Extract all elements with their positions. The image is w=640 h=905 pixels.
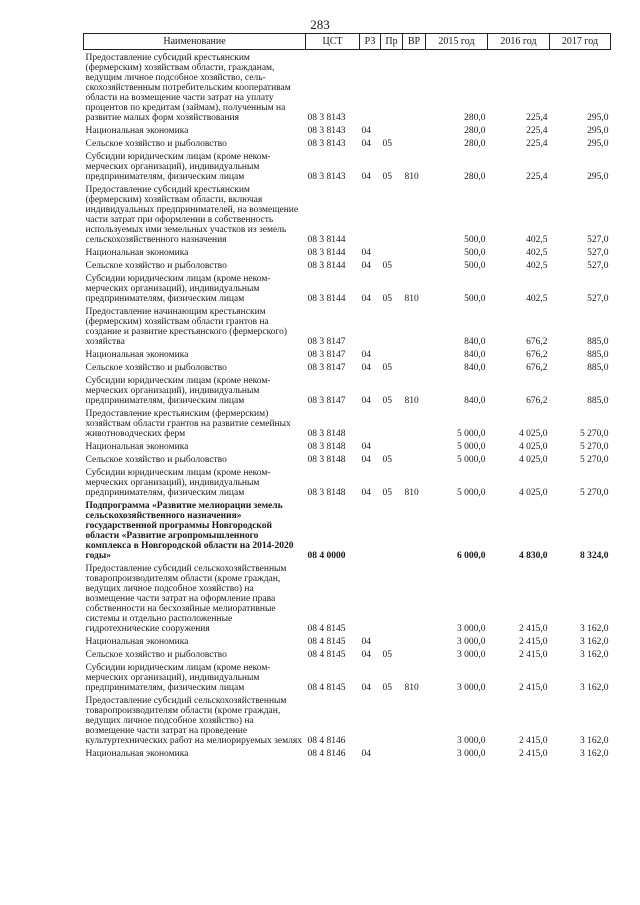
header-vr: ВР bbox=[403, 34, 426, 50]
table-row bbox=[84, 245, 611, 258]
row-name: Сельское хозяйство и рыболовство bbox=[85, 261, 227, 271]
row-rz bbox=[360, 50, 381, 124]
header-pr: Пр bbox=[381, 34, 403, 50]
row-value-2015: 280,0 bbox=[464, 126, 486, 136]
row-value-2015: 840,0 bbox=[464, 396, 486, 406]
row-value-2016: 402,5 bbox=[526, 248, 548, 258]
table-row bbox=[84, 634, 611, 647]
row-value-2016: 676,2 bbox=[526, 363, 548, 373]
row-rz bbox=[360, 498, 381, 561]
row-cst: 08 3 8147 bbox=[307, 363, 346, 373]
row-rz: 04 bbox=[361, 749, 371, 759]
row-value-2017: 527,0 bbox=[587, 261, 609, 271]
row-vr bbox=[403, 439, 426, 452]
row-cst: 08 3 8143 bbox=[307, 172, 346, 182]
row-value-2017: 3 162,0 bbox=[580, 650, 609, 660]
row-value-2017: 885,0 bbox=[587, 337, 609, 347]
row-value-2017: 5 270,0 bbox=[580, 429, 609, 439]
row-value-2017: 8 324,0 bbox=[580, 551, 609, 561]
row-cst: 08 3 8144 bbox=[307, 235, 346, 245]
row-name: Субсидии юридическим лицам (кроме некоммерческих организаций), индивидуальным предпринимателям, физическим лицам bbox=[85, 468, 271, 498]
row-value-2016: 225,4 bbox=[526, 126, 548, 136]
row-rz: 04 bbox=[361, 248, 371, 258]
row-value-2017: 885,0 bbox=[587, 396, 609, 406]
row-value-2015: 840,0 bbox=[464, 363, 486, 373]
row-name: Национальная экономика bbox=[85, 350, 189, 360]
row-pr: 05 bbox=[382, 683, 392, 693]
row-value-2016: 2 415,0 bbox=[519, 736, 548, 746]
row-rz bbox=[360, 304, 381, 347]
page-number: 283 bbox=[310, 17, 330, 32]
row-value-2016: 2 415,0 bbox=[519, 624, 548, 634]
row-cst: 08 4 8146 bbox=[307, 749, 346, 759]
row-rz: 04 bbox=[361, 294, 371, 304]
table-row bbox=[84, 50, 611, 124]
table-header-row bbox=[84, 34, 611, 50]
row-value-2016: 2 415,0 bbox=[519, 637, 548, 647]
row-rz: 04 bbox=[361, 350, 371, 360]
table-row bbox=[84, 439, 611, 452]
row-pr bbox=[381, 406, 403, 439]
header-2017: 2017 год bbox=[550, 34, 611, 50]
row-value-2016: 4 025,0 bbox=[519, 455, 548, 465]
row-rz: 04 bbox=[361, 396, 371, 406]
row-rz bbox=[360, 182, 381, 245]
row-vr bbox=[403, 360, 426, 373]
row-value-2017: 527,0 bbox=[587, 248, 609, 258]
row-name: Предоставление субсидий крестьянским (фермерским) хозяйствам области, включая индивидуальных предпринимателей, на возмещение части затрат при оформлении в собственность используемых ими земельных участков из земель сельскохозяйственного назначения bbox=[85, 185, 299, 245]
row-name: Национальная экономика bbox=[85, 637, 189, 647]
row-value-2015: 500,0 bbox=[464, 261, 486, 271]
row-cst: 08 3 8148 bbox=[307, 429, 346, 439]
header-cst: ЦСТ bbox=[306, 34, 360, 50]
row-value-2015: 6 000,0 bbox=[457, 551, 486, 561]
table-row bbox=[84, 498, 611, 561]
header-name: Наименование bbox=[84, 34, 306, 50]
row-pr bbox=[381, 746, 403, 759]
row-cst: 08 4 8145 bbox=[307, 637, 346, 647]
row-vr bbox=[403, 452, 426, 465]
row-rz: 04 bbox=[361, 261, 371, 271]
row-value-2015: 840,0 bbox=[464, 350, 486, 360]
row-value-2015: 500,0 bbox=[464, 235, 486, 245]
row-vr bbox=[403, 498, 426, 561]
row-pr: 05 bbox=[382, 261, 392, 271]
row-value-2017: 295,0 bbox=[587, 126, 609, 136]
row-name: Предоставление субсидий сельскохозяйственным товаропроизводителям области (кроме граждан, ведущих личное подсобное хозяйство) на возмещение части затрат на оформление права собственности на бесхозяйные мелиоративные системы и отдельно расположенные гидротехнические сооружения bbox=[85, 564, 287, 634]
row-pr bbox=[381, 498, 403, 561]
row-vr: 810 bbox=[404, 683, 419, 693]
row-value-2016: 676,2 bbox=[526, 396, 548, 406]
row-value-2015: 5 000,0 bbox=[457, 442, 486, 452]
row-name: Национальная экономика bbox=[85, 749, 189, 759]
row-cst: 08 3 8143 bbox=[307, 139, 346, 149]
header-2016: 2016 год bbox=[488, 34, 550, 50]
row-cst: 08 3 8147 bbox=[307, 350, 346, 360]
row-value-2017: 885,0 bbox=[587, 350, 609, 360]
row-vr bbox=[403, 347, 426, 360]
row-rz: 04 bbox=[361, 442, 371, 452]
row-value-2015: 3 000,0 bbox=[457, 650, 486, 660]
row-value-2016: 2 415,0 bbox=[519, 683, 548, 693]
row-name: Предоставление субсидий крестьянским (фермерским) хозяйствам области, гражданам, ведущим личное подсобное хозяйство, сельскохозяйственным потребительским кооперативам области на возмещение части затрат на уплату процентов по кредитам (займам), полученным на развитие малых форм хозяйствования bbox=[85, 53, 291, 123]
row-pr: 05 bbox=[382, 294, 392, 304]
table-row bbox=[84, 647, 611, 660]
row-value-2017: 527,0 bbox=[587, 294, 609, 304]
table-row bbox=[84, 452, 611, 465]
budget-table bbox=[83, 33, 611, 759]
row-cst: 08 4 8145 bbox=[307, 683, 346, 693]
row-cst: 08 3 8148 bbox=[307, 455, 346, 465]
table-row bbox=[84, 746, 611, 759]
row-cst: 08 3 8144 bbox=[307, 248, 346, 258]
row-pr: 05 bbox=[382, 363, 392, 373]
table-row bbox=[84, 465, 611, 498]
row-name: Субсидии юридическим лицам (кроме некоммерческих организаций), индивидуальным предпринимателям, физическим лицам bbox=[85, 376, 271, 406]
row-value-2015: 500,0 bbox=[464, 294, 486, 304]
table-row bbox=[84, 304, 611, 347]
row-vr bbox=[403, 634, 426, 647]
row-pr: 05 bbox=[382, 455, 392, 465]
row-rz: 04 bbox=[361, 172, 371, 182]
row-cst: 08 3 8147 bbox=[307, 396, 346, 406]
row-rz: 04 bbox=[361, 488, 371, 498]
row-vr: 810 bbox=[404, 172, 419, 182]
row-cst: 08 3 8143 bbox=[307, 126, 346, 136]
row-value-2016: 225,4 bbox=[526, 113, 548, 123]
row-value-2017: 295,0 bbox=[587, 113, 609, 123]
table-row bbox=[84, 136, 611, 149]
row-value-2016: 2 415,0 bbox=[519, 749, 548, 759]
row-value-2016: 225,4 bbox=[526, 172, 548, 182]
table-row bbox=[84, 347, 611, 360]
row-name: Субсидии юридическим лицам (кроме некоммерческих организаций), индивидуальным предпринимателям, физическим лицам bbox=[85, 152, 271, 182]
row-cst: 08 3 8148 bbox=[307, 442, 346, 452]
row-value-2015: 5 000,0 bbox=[457, 488, 486, 498]
row-pr bbox=[381, 561, 403, 634]
table-row bbox=[84, 123, 611, 136]
row-value-2017: 3 162,0 bbox=[580, 683, 609, 693]
row-value-2017: 3 162,0 bbox=[580, 637, 609, 647]
row-value-2015: 5 000,0 bbox=[457, 455, 486, 465]
row-vr bbox=[403, 561, 426, 634]
row-vr bbox=[403, 258, 426, 271]
table-row bbox=[84, 271, 611, 304]
row-vr bbox=[403, 647, 426, 660]
row-value-2016: 676,2 bbox=[526, 350, 548, 360]
row-rz: 04 bbox=[361, 683, 371, 693]
row-value-2015: 3 000,0 bbox=[457, 749, 486, 759]
row-rz: 04 bbox=[361, 455, 371, 465]
row-value-2015: 280,0 bbox=[464, 139, 486, 149]
row-rz bbox=[360, 561, 381, 634]
row-name: Сельское хозяйство и рыболовство bbox=[85, 363, 227, 373]
row-cst: 08 3 8148 bbox=[307, 488, 346, 498]
row-pr bbox=[381, 50, 403, 124]
row-name: Субсидии юридическим лицам (кроме некоммерческих организаций), индивидуальным предпринимателям, физическим лицам bbox=[85, 274, 271, 304]
row-value-2017: 3 162,0 bbox=[580, 736, 609, 746]
table-row bbox=[84, 258, 611, 271]
row-vr bbox=[403, 746, 426, 759]
row-value-2016: 4 025,0 bbox=[519, 442, 548, 452]
row-vr bbox=[403, 182, 426, 245]
row-name: Предоставление крестьянским (фермерским) хозяйствам области грантов на развитие семейных животноводческих ферм bbox=[85, 409, 291, 439]
row-value-2015: 3 000,0 bbox=[457, 624, 486, 634]
row-value-2017: 295,0 bbox=[587, 139, 609, 149]
row-rz: 04 bbox=[361, 363, 371, 373]
row-name: Национальная экономика bbox=[85, 248, 189, 258]
table-row bbox=[84, 693, 611, 746]
row-value-2017: 527,0 bbox=[587, 235, 609, 245]
row-cst: 08 4 0000 bbox=[307, 551, 346, 561]
row-pr: 05 bbox=[382, 488, 392, 498]
row-pr bbox=[381, 182, 403, 245]
row-vr bbox=[403, 693, 426, 746]
header-2015: 2015 год bbox=[426, 34, 488, 50]
row-value-2016: 402,5 bbox=[526, 261, 548, 271]
row-rz: 04 bbox=[361, 126, 371, 136]
table-row bbox=[84, 360, 611, 373]
row-pr bbox=[381, 304, 403, 347]
row-vr: 810 bbox=[404, 488, 419, 498]
row-vr bbox=[403, 123, 426, 136]
table-body bbox=[84, 50, 611, 760]
row-rz bbox=[360, 693, 381, 746]
header-rz: РЗ bbox=[360, 34, 381, 50]
row-value-2016: 4 025,0 bbox=[519, 488, 548, 498]
table-row bbox=[84, 660, 611, 693]
row-cst: 08 4 8145 bbox=[307, 650, 346, 660]
row-value-2016: 225,4 bbox=[526, 139, 548, 149]
row-value-2015: 3 000,0 bbox=[457, 736, 486, 746]
row-name: Национальная экономика bbox=[85, 126, 189, 136]
row-value-2015: 280,0 bbox=[464, 172, 486, 182]
row-value-2017: 3 162,0 bbox=[580, 624, 609, 634]
table-row bbox=[84, 373, 611, 406]
row-pr bbox=[381, 634, 403, 647]
row-name: Предоставление начинающим крестьянским (фермерским) хозяйствам области грантов на создание и развитие крестьянского (фермерского) хозяйства bbox=[85, 307, 288, 347]
row-value-2015: 3 000,0 bbox=[457, 637, 486, 647]
row-cst: 08 3 8147 bbox=[307, 337, 346, 347]
row-value-2015: 840,0 bbox=[464, 337, 486, 347]
row-vr bbox=[403, 136, 426, 149]
table-row bbox=[84, 406, 611, 439]
row-value-2016: 4 025,0 bbox=[519, 429, 548, 439]
row-value-2017: 885,0 bbox=[587, 363, 609, 373]
row-pr: 05 bbox=[382, 396, 392, 406]
row-cst: 08 4 8146 bbox=[307, 736, 346, 746]
row-vr bbox=[403, 304, 426, 347]
row-name: Подпрограмма «Развитие мелиорации земель сельскохозяйственного назначения» государственной программы Новгородской области «Развитие агропромышленного комплекса в Новгородской области на 2014-2020 годы» bbox=[85, 501, 294, 561]
row-value-2015: 500,0 bbox=[464, 248, 486, 258]
row-pr: 05 bbox=[382, 172, 392, 182]
row-vr: 810 bbox=[404, 396, 419, 406]
row-value-2017: 5 270,0 bbox=[580, 442, 609, 452]
row-value-2017: 295,0 bbox=[587, 172, 609, 182]
row-name: Сельское хозяйство и рыболовство bbox=[85, 139, 227, 149]
row-value-2017: 5 270,0 bbox=[580, 455, 609, 465]
row-cst: 08 3 8144 bbox=[307, 294, 346, 304]
row-name: Сельское хозяйство и рыболовство bbox=[85, 650, 227, 660]
row-rz: 04 bbox=[361, 650, 371, 660]
row-name: Национальная экономика bbox=[85, 442, 189, 452]
row-pr bbox=[381, 245, 403, 258]
row-value-2015: 3 000,0 bbox=[457, 683, 486, 693]
row-pr bbox=[381, 347, 403, 360]
row-vr bbox=[403, 50, 426, 124]
row-cst: 08 4 8145 bbox=[307, 624, 346, 634]
row-value-2015: 5 000,0 bbox=[457, 429, 486, 439]
table-row bbox=[84, 149, 611, 182]
row-rz: 04 bbox=[361, 139, 371, 149]
row-value-2016: 4 830,0 bbox=[519, 551, 548, 561]
row-pr bbox=[381, 439, 403, 452]
table-row bbox=[84, 182, 611, 245]
row-value-2016: 402,5 bbox=[526, 235, 548, 245]
row-value-2016: 2 415,0 bbox=[519, 650, 548, 660]
row-pr bbox=[381, 693, 403, 746]
table-row bbox=[84, 561, 611, 634]
row-value-2017: 3 162,0 bbox=[580, 749, 609, 759]
row-name: Субсидии юридическим лицам (кроме некоммерческих организаций), индивидуальным предпринимателям, физическим лицам bbox=[85, 663, 271, 693]
row-value-2015: 280,0 bbox=[464, 113, 486, 123]
row-pr: 05 bbox=[382, 139, 392, 149]
row-value-2016: 402,5 bbox=[526, 294, 548, 304]
row-cst: 08 3 8144 bbox=[307, 261, 346, 271]
row-rz: 04 bbox=[361, 637, 371, 647]
row-pr bbox=[381, 123, 403, 136]
row-value-2017: 5 270,0 bbox=[580, 488, 609, 498]
row-vr bbox=[403, 245, 426, 258]
row-value-2016: 676,2 bbox=[526, 337, 548, 347]
row-cst: 08 3 8143 bbox=[307, 113, 346, 123]
row-vr: 810 bbox=[404, 294, 419, 304]
row-vr bbox=[403, 406, 426, 439]
row-pr: 05 bbox=[382, 650, 392, 660]
row-rz bbox=[360, 406, 381, 439]
row-name: Сельское хозяйство и рыболовство bbox=[85, 455, 227, 465]
row-name: Предоставление субсидий сельскохозяйственным товаропроизводителям области (кроме граждан, ведущих личное подсобное хозяйство) на возмещение части затрат на проведение культуртехнических работ на мелиорируемых землях bbox=[85, 696, 302, 746]
